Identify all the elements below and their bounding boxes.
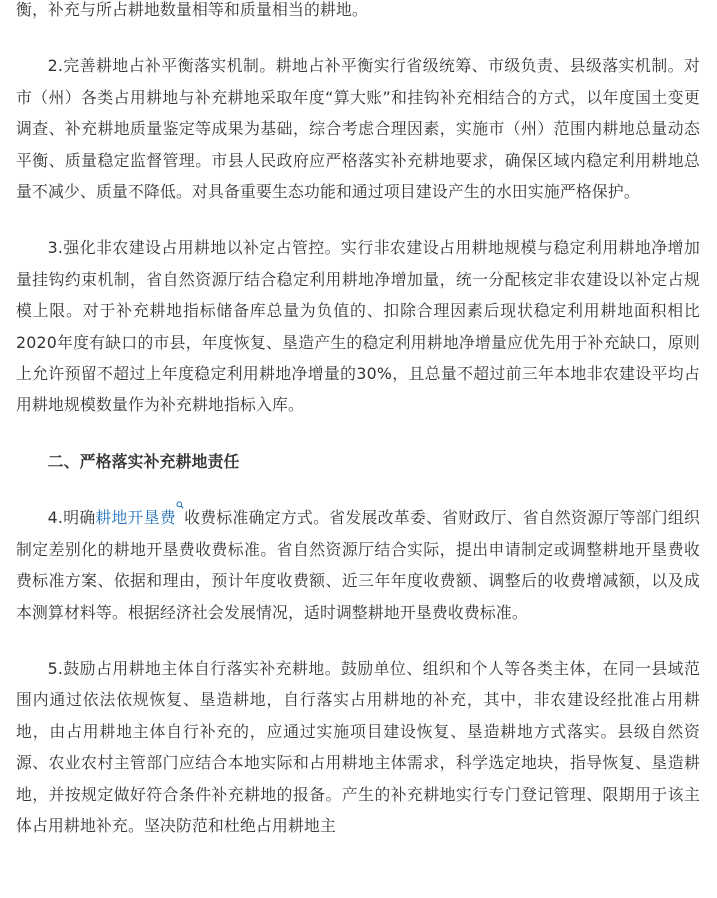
keyword-link[interactable]: 耕地开垦费 [95, 508, 177, 528]
paragraph-4-prefix: 4.明确 [47, 508, 96, 528]
paragraph-4 [16, 502, 700, 628]
paragraph-3: 3.强化非农建设占用耕地以补定占管控。实行非农建设占用耕地规模与稳定利用耕地净增加量挂钩约束机制，省自然资源厅结合稳定利用耕地净增加量，统一分配核定非农建设以补定占规模上限。对于补充耕地指标储备库总量为负值的、扣除合理因素后现状稳定利用耕地面积相比2020年度有缺口的市县，年度恢复、垦造产生的稳定利用耕地净增量应优先用于补充缺口，原则上允许预留不超过上年度稳定利用耕地净增量的30%，且总量不超过前三年本地非农建设平均占用耕地规模数量作为补充耕地指标入库。 [16, 238, 700, 415]
article-body [16, 0, 700, 866]
paragraph-5: 5.鼓励占用耕地主体自行落实补充耕地。鼓励单位、组织和个人等各类主体，在同一县域范围内通过依法依规恢复、垦造耕地，自行落实占用耕地的补充，其中，非农建设经批准占用耕地，由占用耕地主体自行补充的，应通过实施项目建设恢复、垦造耕地方式落实。县级自然资源、农业农村主管部门应结合本地实际和占用耕地主体需求，科学选定地块，指导恢复、垦造耕地，并按规定做好符合条件补充耕地的报备。产生的补充耕地实行专门登记管理、限期用于该主体占用耕地补充。坚决防范和杜绝占用耕地主 [16, 658, 700, 835]
paragraph-4-rest: 收费标准确定方式。省发展改革委、省财政厅、省自然资源厅等部门组织制定差别化的耕地开垦费收费标准。省自然资源厅结合实际，提出申请制定或调整耕地开垦费收费标准方案、依据和理由，预计年度收费额、近三年年度收费额、调整后的收费增减额，以及成本测算材料等。根据经济社会发展情况，适时调整耕地开垦费收费标准。 [16, 508, 700, 622]
search-icon[interactable] [176, 507, 183, 517]
section-heading: 二、严格落实补充耕地责任 [47, 451, 240, 471]
paragraph-continued: 衡，补充与所占耕地数量相等和质量相当的耕地。 [16, 0, 368, 19]
paragraph-2: 2.完善耕地占补平衡落实机制。耕地占补平衡实行省级统筹、市级负责、县级落实机制。对市（州）各类占用耕地与补充耕地采取年度“算大账”和挂钩补充相结合的方式，以年度国土变更调查、补充耕地质量鉴定等成果为基础，综合考虑合理因素，实施市（州）范围内耕地总量动态平衡、质量稳定监督管理。市县人民政府应严格落实补充耕地要求，确保区域内稳定利用耕地总量不减少、质量不降低。对具备重要生态功能和通过项目建设产生的水田实施严格保护。 [16, 56, 700, 202]
